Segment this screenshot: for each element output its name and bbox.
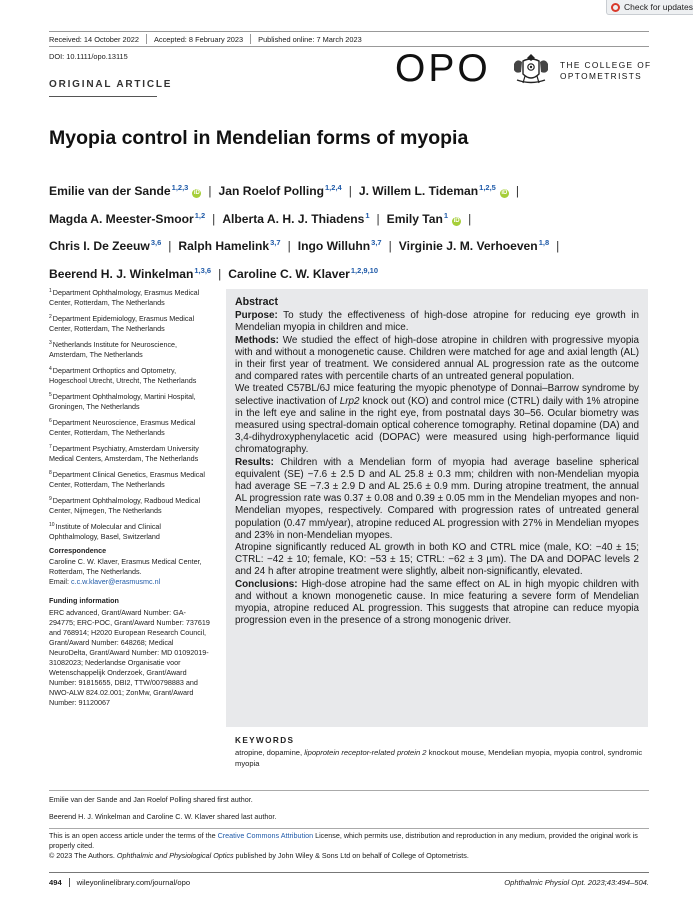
cc-license-link[interactable]: Creative Commons Attribution [217,831,314,840]
divider [49,96,157,97]
license-text [49,831,649,851]
separator: | [376,211,380,226]
keywords-text: lipoprotein receptor-related protein 2 [304,748,427,758]
purpose-text: To study the effectiveness of high-dose atropine for reducing eye growth in Mendelian myopia in children and mice. [235,310,639,334]
affiliation [49,442,211,464]
author-name: Magda A. Meester-Smoor [49,211,194,226]
copyright-text: © 2023 The Authors. [49,851,117,860]
author-name: Chris I. De Zeeuw [49,239,150,254]
separator: | [208,184,212,198]
keywords-heading: KEYWORDS [235,736,295,745]
affiliation-number: 9 [49,495,52,502]
accepted-date: Accepted: 8 February 2023 [153,34,244,44]
author-name: Beerend H. J. Winkelman [49,266,194,281]
author-name: Emily Tan [386,211,443,226]
methods-text: We treated C57BL/6J mice featuring the myopic phenotype of Donnai–Barrow syndrome by selective inactivation of [235,383,639,407]
received-date: Received: 14 October 2022 [49,34,139,44]
separator: | [168,239,172,254]
affiliation-ref[interactable]: 1 [365,210,370,220]
author[interactable] [222,212,369,226]
divider [69,878,70,887]
check-for-updates-label: Check for updates [624,2,693,12]
correspondence-heading: Correspondence [49,546,107,556]
author-name: Alberta A. H. J. Thiadens [222,211,365,226]
funding-text: ERC advanced, Grant/Award Number: GA-294775; ERC-POC, Grant/Award Number: 737619 and 768914; H2020 European Research Council, Grant/Award Number: 648268; Medical NeuroDelta, Grant/Award Number: MD 01092019-31082023; Nederlandse Organisatie voor Wetenschappelijk Onderzoek, Grant/Award Number: 91815655, DBI2, TTW/00798883 and NWO-ALW 824.02.001; ZonMw, Grant/Award Number: 91120067 [49,607,210,708]
separator: | [515,184,519,198]
journal-logo: OPO [395,47,491,90]
journal-name: Ophthalmic and Physiological Optics [116,851,234,860]
license-notice [49,831,649,861]
email-link[interactable]: c.c.w.klaver@erasmusmc.nl [70,577,161,587]
author[interactable] [49,212,205,226]
college-line-2: OPTOMETRISTS [560,71,643,81]
affiliation-ref[interactable]: 3,7 [371,238,382,248]
affiliation-text: Department Clinical Genetics, Erasmus Medical Center, Rotterdam, The Netherlands [49,469,205,489]
affiliation-number: 3 [49,339,52,346]
orcid-icon[interactable]: iD [501,190,508,196]
affiliation-ref[interactable]: 1,2,4 [325,183,342,192]
divider [49,828,649,829]
published-date: Published online: 7 March 2023 [258,34,362,44]
divider [49,872,649,873]
affiliation [49,468,211,490]
author[interactable] [387,212,461,226]
copyright-text: published by John Wiley & Sons Ltd on behalf of College of Optometrists. [233,851,469,860]
abstract-methods [235,335,639,384]
author-name: Ralph Hamelink [178,239,270,254]
affiliation-number: 1 [49,288,52,294]
keywords-list [235,748,645,769]
author[interactable] [399,239,549,253]
check-for-updates-button[interactable] [606,0,693,15]
affiliation-text: Department Psychiatry, Amsterdam University Medical Centers, Amsterdam, The Netherlands [49,443,199,463]
affiliation-ref[interactable]: 1,3,6 [194,265,212,275]
correspondence-text [49,557,211,587]
affiliation-number: 4 [49,365,52,372]
author-name: J. Willem L. Tideman [358,184,479,198]
author-name: Ingo Willuhn [297,239,371,254]
affiliation-number: 5 [49,391,52,398]
orcid-icon[interactable]: iD [193,190,200,196]
page-number: 494 [49,877,62,887]
keywords-text: knockout mouse, Mendelian myopia, myopia control, syndromic myopia [235,748,643,768]
article-title: Myopia control in Mendelian forms of myopia [49,127,469,149]
affiliation [49,312,211,334]
affiliation-ref[interactable]: 1,2,5 [479,183,496,192]
author-name: Jan Roelof Polling [218,184,325,198]
author-list [49,176,649,286]
affiliation-text: Netherlands Institute for Neuroscience, Amsterdam, The Netherlands [49,339,178,360]
separator: | [218,266,222,281]
affiliation-text: Department Ophthalmology, Erasmus Medical Center, Rotterdam, The Netherlands [49,288,200,308]
purpose-label: Purpose: [235,310,278,322]
affiliation-ref[interactable]: 3,6 [150,238,162,248]
affiliation [49,390,211,412]
abstract-heading: Abstract [235,296,278,308]
author[interactable] [178,239,280,253]
affiliation [49,520,211,542]
author-name: Virginie J. M. Verhoeven [398,239,538,254]
conclusions-text: High-dose atropine had the same effect on AL in high myopic children with and without a known monogenetic cause. In mice featuring a severe form of Mendelian myopia, atropine reduced AL progression. This suggests that atropine can reduce myopia progression even in the presence of a strong monogenic driver. [235,578,639,627]
author-notes [49,795,276,829]
affiliation-text: Department Ophthalmology, Radboud Medical Center, Nijmegen, The Netherlands [49,495,201,515]
author-name: Caroline C. W. Klaver [228,266,350,281]
first-author-note: Emilie van der Sande and Jan Roelof Polling shared first author. [49,795,253,804]
refresh-icon [611,3,620,12]
correspondence-address: Caroline C. W. Klaver, Erasmus Medical Center, Rotterdam, The Netherlands. [49,557,202,577]
article-section: ORIGINAL ARTICLE [49,79,173,90]
keywords-text: atropine, dopamine, [235,748,305,758]
page-footer [49,876,649,888]
separator: | [388,239,392,254]
affiliation-number: 2 [49,313,52,320]
college-name [560,60,652,82]
orcid-icon[interactable]: iD [453,217,460,224]
separator: | [348,184,352,198]
funding-heading: Funding information [49,596,119,606]
affiliation [49,338,211,360]
college-crest-icon [511,52,551,86]
affiliation-ref[interactable]: 1,2,3 [171,183,189,192]
keywords [235,736,645,769]
abstract-conclusions [235,579,639,628]
affiliation [49,494,211,516]
conclusions-label: Conclusions: [235,578,298,590]
affiliation-ref[interactable]: 3,7 [270,238,281,248]
abstract-purpose [235,310,639,334]
author[interactable] [49,184,201,198]
affiliation-ref[interactable]: 1,2,9,10 [350,265,378,275]
affiliation [49,416,211,438]
doi[interactable]: DOI: 10.1111/opo.13115 [49,52,128,61]
author[interactable] [228,267,378,281]
separator: | [556,239,560,254]
affiliation [49,286,211,308]
separator: | [212,211,216,226]
affiliation-text: Department Neuroscience, Erasmus Medical Center, Rotterdam, The Netherlands [49,417,196,438]
author[interactable] [359,184,509,198]
abstract-results [235,457,639,542]
affiliation-number: 10 [49,521,55,528]
copyright [49,851,649,861]
affiliation-text: Department Epidemiology, Erasmus Medical Center, Rotterdam, The Netherlands [49,313,195,334]
methods-text: We studied the effect of high-dose atropine in children with progressive myopia with and without a monogenetic cause. Children were matched for age and axial length (AL) in their first year of treatment. We considered annual AL progression rate as the outcome and compared rates with percentile charts of an untreated general population. [235,334,639,383]
author-name: Emilie van der Sande [49,184,171,198]
abstract-methods-mice [235,383,639,456]
author[interactable] [49,267,211,281]
license-text-part: This is an open access article under the terms of the [49,831,218,840]
affiliation-text: Department Orthoptics and Optometry, Hogeschool Utrecht, Utrecht, The Netherlands [49,365,197,386]
email-label: Email: [49,577,69,587]
affiliation-number: 8 [49,469,52,476]
journal-url[interactable]: wileyonlinelibrary.com/journal/opo [76,877,191,887]
affiliation-number: 7 [49,443,52,450]
author[interactable] [298,239,382,253]
gene-name: Lrp2 [339,395,360,407]
affiliation-number: 6 [49,417,52,424]
separator: | [468,211,472,226]
affiliation-ref[interactable]: 1,2 [194,210,206,220]
results-label: Results: [235,456,274,468]
separator: | [287,239,291,254]
citation: Ophthalmic Physiol Opt. 2023;43:494–504. [504,877,649,887]
affiliation [49,364,211,386]
publication-dates [49,31,649,47]
last-author-note: Beerend H. J. Winkelman and Caroline C. W. Klaver shared last author. [49,812,277,821]
methods-label: Methods: [235,334,279,346]
results-text: Children with a Mendelian form of myopia had average baseline spherical equivalent (SE) −7.6 ± 2.5 D and AL 25.8 ± 0.3 mm; children with non-Mendelian myopia had average SE −7.3 ± 2.9 D and AL 25.6 ± 0.9 mm. During atropine treatment, the annual AL progression rate was 0.37 ± 0.08 and 0.39 ± 0.05 mm in the Mendelian myopes and non-Mendelian myopes, respectively. Compared with progression rates of untreated general population (0.47 mm/year), atropine reduced AL progression with 27% in Mendelian myopes and 23% in non-Mendelian myopes. [235,456,639,541]
license-text-part: License, which permits use, distribution and reproduction in any medium, provided the original work is properly cited. [49,831,638,850]
affiliation-ref[interactable]: 1 [443,210,449,220]
affiliation-ref[interactable]: 1,8 [538,238,550,248]
divider [49,790,649,791]
college-line-1: THE COLLEGE OF [560,60,652,70]
affiliation-text: Department Ophthalmology, Martini Hospital, Groningen, The Netherlands [49,391,196,412]
abstract-box [226,289,648,727]
affiliation-text: Institute of Molecular and Clinical Ophthalmology, Basel, Switzerland [49,521,162,541]
abstract-results-mice: Atropine significantly reduced AL growth in both KO and CTRL mice (male, KO: −40 ± 15; CTRL: −42 ± 10; female, KO: −53 ± 15; CTRL: −62 ± 3 µm). The DA and DOPAC levels 2 and 24 h after atropine treatment were slightly, albeit non-significantly, elevated. [235,542,639,578]
author[interactable] [49,239,161,253]
methods-text: knock out (KO) and control mice (CTRL) daily with 1% atropine in the left eye and saline in the right eye, from postnatal days 30–56. Ocular biometry was measured using spectral-domain optical coherence tomography. Retinal dopamine (DA) and 3,4-dihydroxyphenylacetic acid (DOPAC) were measured using high-performance liquid chromatography. [235,395,639,456]
article-sidebar [49,286,211,708]
author[interactable] [219,184,342,198]
